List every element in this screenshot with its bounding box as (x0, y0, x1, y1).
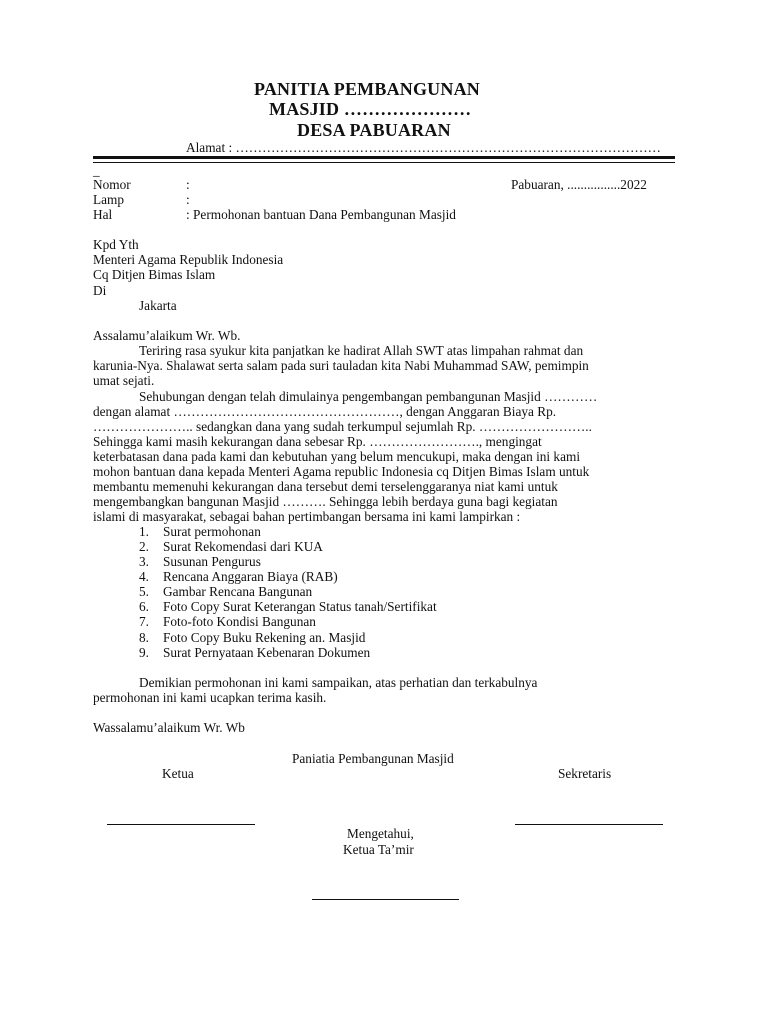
paragraph-1-line-2: karunia-Nya. Shalawat serta salam pada suri tauladan kita Nabi Muhammad SAW, pemimpin (93, 358, 589, 373)
letterhead-line-2: MASJID ………………… (269, 99, 472, 119)
recipient-city: Jakarta (139, 298, 177, 313)
list-item-number: 7. (139, 614, 149, 629)
list-item-number: 9. (139, 645, 149, 660)
letterhead-line-1: PANITIA PEMBANGUNAN (254, 79, 480, 99)
list-item-text: Surat Pernyataan Kebenaran Dokumen (163, 645, 371, 660)
acknowledge-label: Mengetahui, (347, 826, 414, 841)
closing-line-1: Demikian permohonan ini kami sampaikan, atas perhatian dan terkabulnya (139, 675, 538, 690)
lamp-colon: : (186, 192, 190, 207)
farewell: Wassalamu’alaikum Wr. Wb (93, 720, 245, 735)
list-item-number: 2. (139, 539, 149, 554)
nomor-colon: : (186, 177, 190, 192)
signature-line-right (515, 824, 663, 825)
committee-name: Paniatia Pembangunan Masjid (292, 751, 454, 766)
list-item (139, 630, 366, 645)
paragraph-1-line-3: umat sejati. (93, 373, 155, 388)
stray-mark: _ (93, 163, 100, 178)
list-item-number: 6. (139, 599, 149, 614)
list-item-number: 3. (139, 554, 149, 569)
list-item (139, 569, 338, 584)
paragraph-2-line-5: keterbatasan dana pada kami dan kebutuhan yang belum mencukupi, maka dengan ini kami (93, 449, 581, 464)
paragraph-2-line-8: mengembangkan bangunan Masjid ………. Sehingga lebih berdaya guna bagi kegiatan (93, 494, 558, 509)
paragraph-2-line-9: islami di masyarakat, sebagai bahan pertimbangan bersama ini kami lampirkan : (93, 509, 521, 524)
list-item-number: 8. (139, 630, 149, 645)
recipient-line-1: Kpd Yth (93, 237, 139, 252)
list-item (139, 554, 261, 569)
list-item-text: Foto Copy Surat Keterangan Status tanah/Sertifikat (163, 599, 437, 614)
list-item-text: Susunan Pengurus (163, 554, 261, 569)
list-item-text: Rencana Anggaran Biaya (RAB) (163, 569, 338, 584)
list-item (139, 645, 371, 660)
list-item (139, 584, 313, 599)
signatory-left-role: Ketua (162, 766, 194, 781)
list-item-text: Foto Copy Buku Rekening an. Masjid (163, 630, 366, 645)
nomor-label: Nomor (93, 177, 131, 192)
header-rule-thin (93, 162, 675, 163)
paragraph-2-line-1: Sehubungan dengan telah dimulainya pengembangan pembangunan Masjid ………… (139, 389, 598, 404)
paragraph-2-line-4: Sehingga kami masih kekurangan dana sebesar Rp. ……………………., mengingat (93, 434, 542, 449)
letterhead-line-3: DESA PABUARAN (297, 120, 451, 140)
greeting: Assalamu’alaikum Wr. Wb. (93, 328, 241, 343)
list-item-text: Foto-foto Kondisi Bangunan (163, 614, 316, 629)
recipient-line-3: Cq Ditjen Bimas Islam (93, 267, 216, 282)
hal-label: Hal (93, 207, 113, 222)
list-item-number: 4. (139, 569, 149, 584)
recipient-line-2: Menteri Agama Republik Indonesia (93, 252, 284, 267)
paragraph-2-line-7: membantu memenuhi kekurangan dana tersebut demi terselenggaranya niat kami untuk (93, 479, 558, 494)
list-item-text: Surat Rekomendasi dari KUA (163, 539, 323, 554)
list-item (139, 614, 316, 629)
list-item (139, 524, 261, 539)
signatory-right-role: Sekretaris (558, 766, 612, 781)
signature-line-center (312, 899, 459, 900)
paragraph-2-line-2: dengan alamat ……………………………………………, dengan Anggaran Biaya Rp. (93, 404, 557, 419)
lamp-label: Lamp (93, 192, 125, 207)
closing-line-2: permohonan ini kami ucapkan terima kasih. (93, 690, 327, 705)
list-item-text: Gambar Rencana Bangunan (163, 584, 313, 599)
list-item (139, 599, 437, 614)
list-item-number: 1. (139, 524, 149, 539)
paragraph-2-line-3: ………………….. sedangkan dana yang sudah terkumpul sejumlah Rp. …………………….. (93, 419, 592, 434)
paragraph-1-line-1: Teriring rasa syukur kita panjatkan ke hadirat Allah SWT atas limpahan rahmat dan (139, 343, 584, 358)
list-item (139, 539, 323, 554)
letterhead-address: Alamat : …………………………………………………………………………………… (186, 140, 661, 155)
recipient-line-4: Di (93, 283, 107, 298)
place-date: Pabuaran, ................2022 (511, 177, 647, 192)
signature-line-left (107, 824, 255, 825)
header-rule-thick (93, 156, 675, 159)
hal-value: : Permohonan bantuan Dana Pembangunan Masjid (186, 207, 456, 222)
list-item-number: 5. (139, 584, 149, 599)
acknowledge-role: Ketua Ta’mir (343, 842, 414, 857)
paragraph-2-line-6: mohon bantuan dana kepada Menteri Agama republic Indonesia cq Ditjen Bimas Islam untuk (93, 464, 590, 479)
list-item-text: Surat permohonan (163, 524, 261, 539)
